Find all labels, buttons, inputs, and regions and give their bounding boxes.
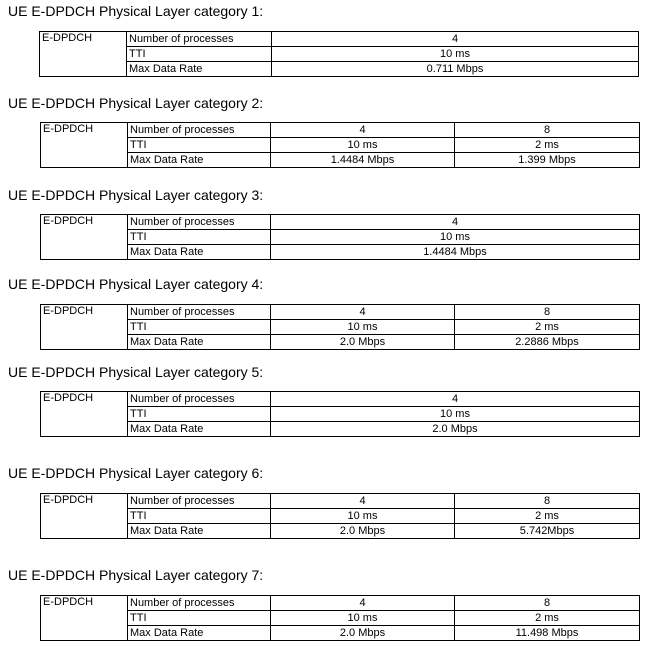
processes-value: 4	[271, 305, 455, 320]
category-3-table	[40, 214, 640, 260]
processes-label: Number of processes	[128, 123, 271, 138]
rate-value: 1.4484 Mbps	[271, 153, 455, 168]
tti-label: TTI	[128, 138, 271, 153]
tti-label: TTI	[128, 611, 271, 626]
channel-label: E-DPDCH	[41, 392, 128, 437]
tti-label: TTI	[127, 47, 272, 62]
rate-label: Max Data Rate	[128, 335, 271, 350]
channel-label: E-DPDCH	[41, 305, 128, 350]
tti-value: 10 ms	[271, 138, 455, 153]
category-7-heading: UE E-DPDCH Physical Layer category 7:	[8, 567, 264, 583]
rate-value: 0.711 Mbps	[272, 62, 639, 77]
rate-value: 1.4484 Mbps	[271, 245, 640, 260]
channel-label: E-DPDCH	[40, 32, 127, 77]
processes-value: 4	[271, 494, 455, 509]
processes-value: 8	[455, 305, 640, 320]
processes-value: 8	[455, 494, 640, 509]
rate-label: Max Data Rate	[128, 626, 271, 641]
rate-value: 2.0 Mbps	[271, 626, 455, 641]
channel-label: E-DPDCH	[41, 123, 128, 168]
rate-value: 2.2886 Mbps	[455, 335, 640, 350]
category-7-table	[40, 595, 640, 641]
tti-value: 10 ms	[271, 230, 640, 245]
rate-label: Max Data Rate	[128, 524, 271, 539]
category-2-table	[40, 122, 640, 168]
processes-label: Number of processes	[128, 596, 271, 611]
tti-value: 2 ms	[455, 320, 640, 335]
processes-label: Number of processes	[128, 215, 271, 230]
rate-label: Max Data Rate	[127, 62, 272, 77]
rate-value: 2.0 Mbps	[271, 422, 640, 437]
tti-value: 2 ms	[455, 509, 640, 524]
tti-value: 2 ms	[455, 611, 640, 626]
tti-label: TTI	[128, 230, 271, 245]
category-6-heading: UE E-DPDCH Physical Layer category 6:	[8, 465, 264, 481]
tti-value: 10 ms	[272, 47, 639, 62]
rate-value: 11.498 Mbps	[455, 626, 640, 641]
tti-label: TTI	[128, 509, 271, 524]
rate-value: 5.742Mbps	[455, 524, 640, 539]
processes-label: Number of processes	[127, 32, 272, 47]
channel-label: E-DPDCH	[41, 596, 128, 641]
category-5-table	[40, 391, 640, 437]
category-4-heading: UE E-DPDCH Physical Layer category 4:	[8, 276, 264, 292]
rate-label: Max Data Rate	[128, 153, 271, 168]
category-1-heading: UE E-DPDCH Physical Layer category 1:	[8, 3, 264, 19]
processes-value: 4	[271, 596, 455, 611]
rate-value: 2.0 Mbps	[271, 524, 455, 539]
rate-value: 1.399 Mbps	[455, 153, 640, 168]
category-4-table	[40, 304, 640, 350]
processes-label: Number of processes	[128, 392, 271, 407]
processes-value: 4	[271, 215, 640, 230]
tti-label: TTI	[128, 320, 271, 335]
rate-label: Max Data Rate	[128, 245, 271, 260]
tti-label: TTI	[128, 407, 271, 422]
processes-value: 4	[271, 392, 640, 407]
tti-value: 10 ms	[271, 320, 455, 335]
tti-value: 10 ms	[271, 611, 455, 626]
rate-value: 2.0 Mbps	[271, 335, 455, 350]
channel-label: E-DPDCH	[41, 215, 128, 260]
processes-value: 4	[271, 123, 455, 138]
tti-value: 10 ms	[271, 407, 640, 422]
tti-value: 10 ms	[271, 509, 455, 524]
processes-value: 4	[272, 32, 639, 47]
tti-value: 2 ms	[455, 138, 640, 153]
processes-value: 8	[455, 123, 640, 138]
category-5-heading: UE E-DPDCH Physical Layer category 5:	[8, 364, 264, 380]
category-2-heading: UE E-DPDCH Physical Layer category 2:	[8, 95, 264, 111]
category-1-table	[39, 31, 639, 77]
processes-value: 8	[455, 596, 640, 611]
channel-label: E-DPDCH	[41, 494, 128, 539]
processes-label: Number of processes	[128, 305, 271, 320]
category-3-heading: UE E-DPDCH Physical Layer category 3:	[8, 187, 264, 203]
category-6-table	[40, 493, 640, 539]
processes-label: Number of processes	[128, 494, 271, 509]
rate-label: Max Data Rate	[128, 422, 271, 437]
